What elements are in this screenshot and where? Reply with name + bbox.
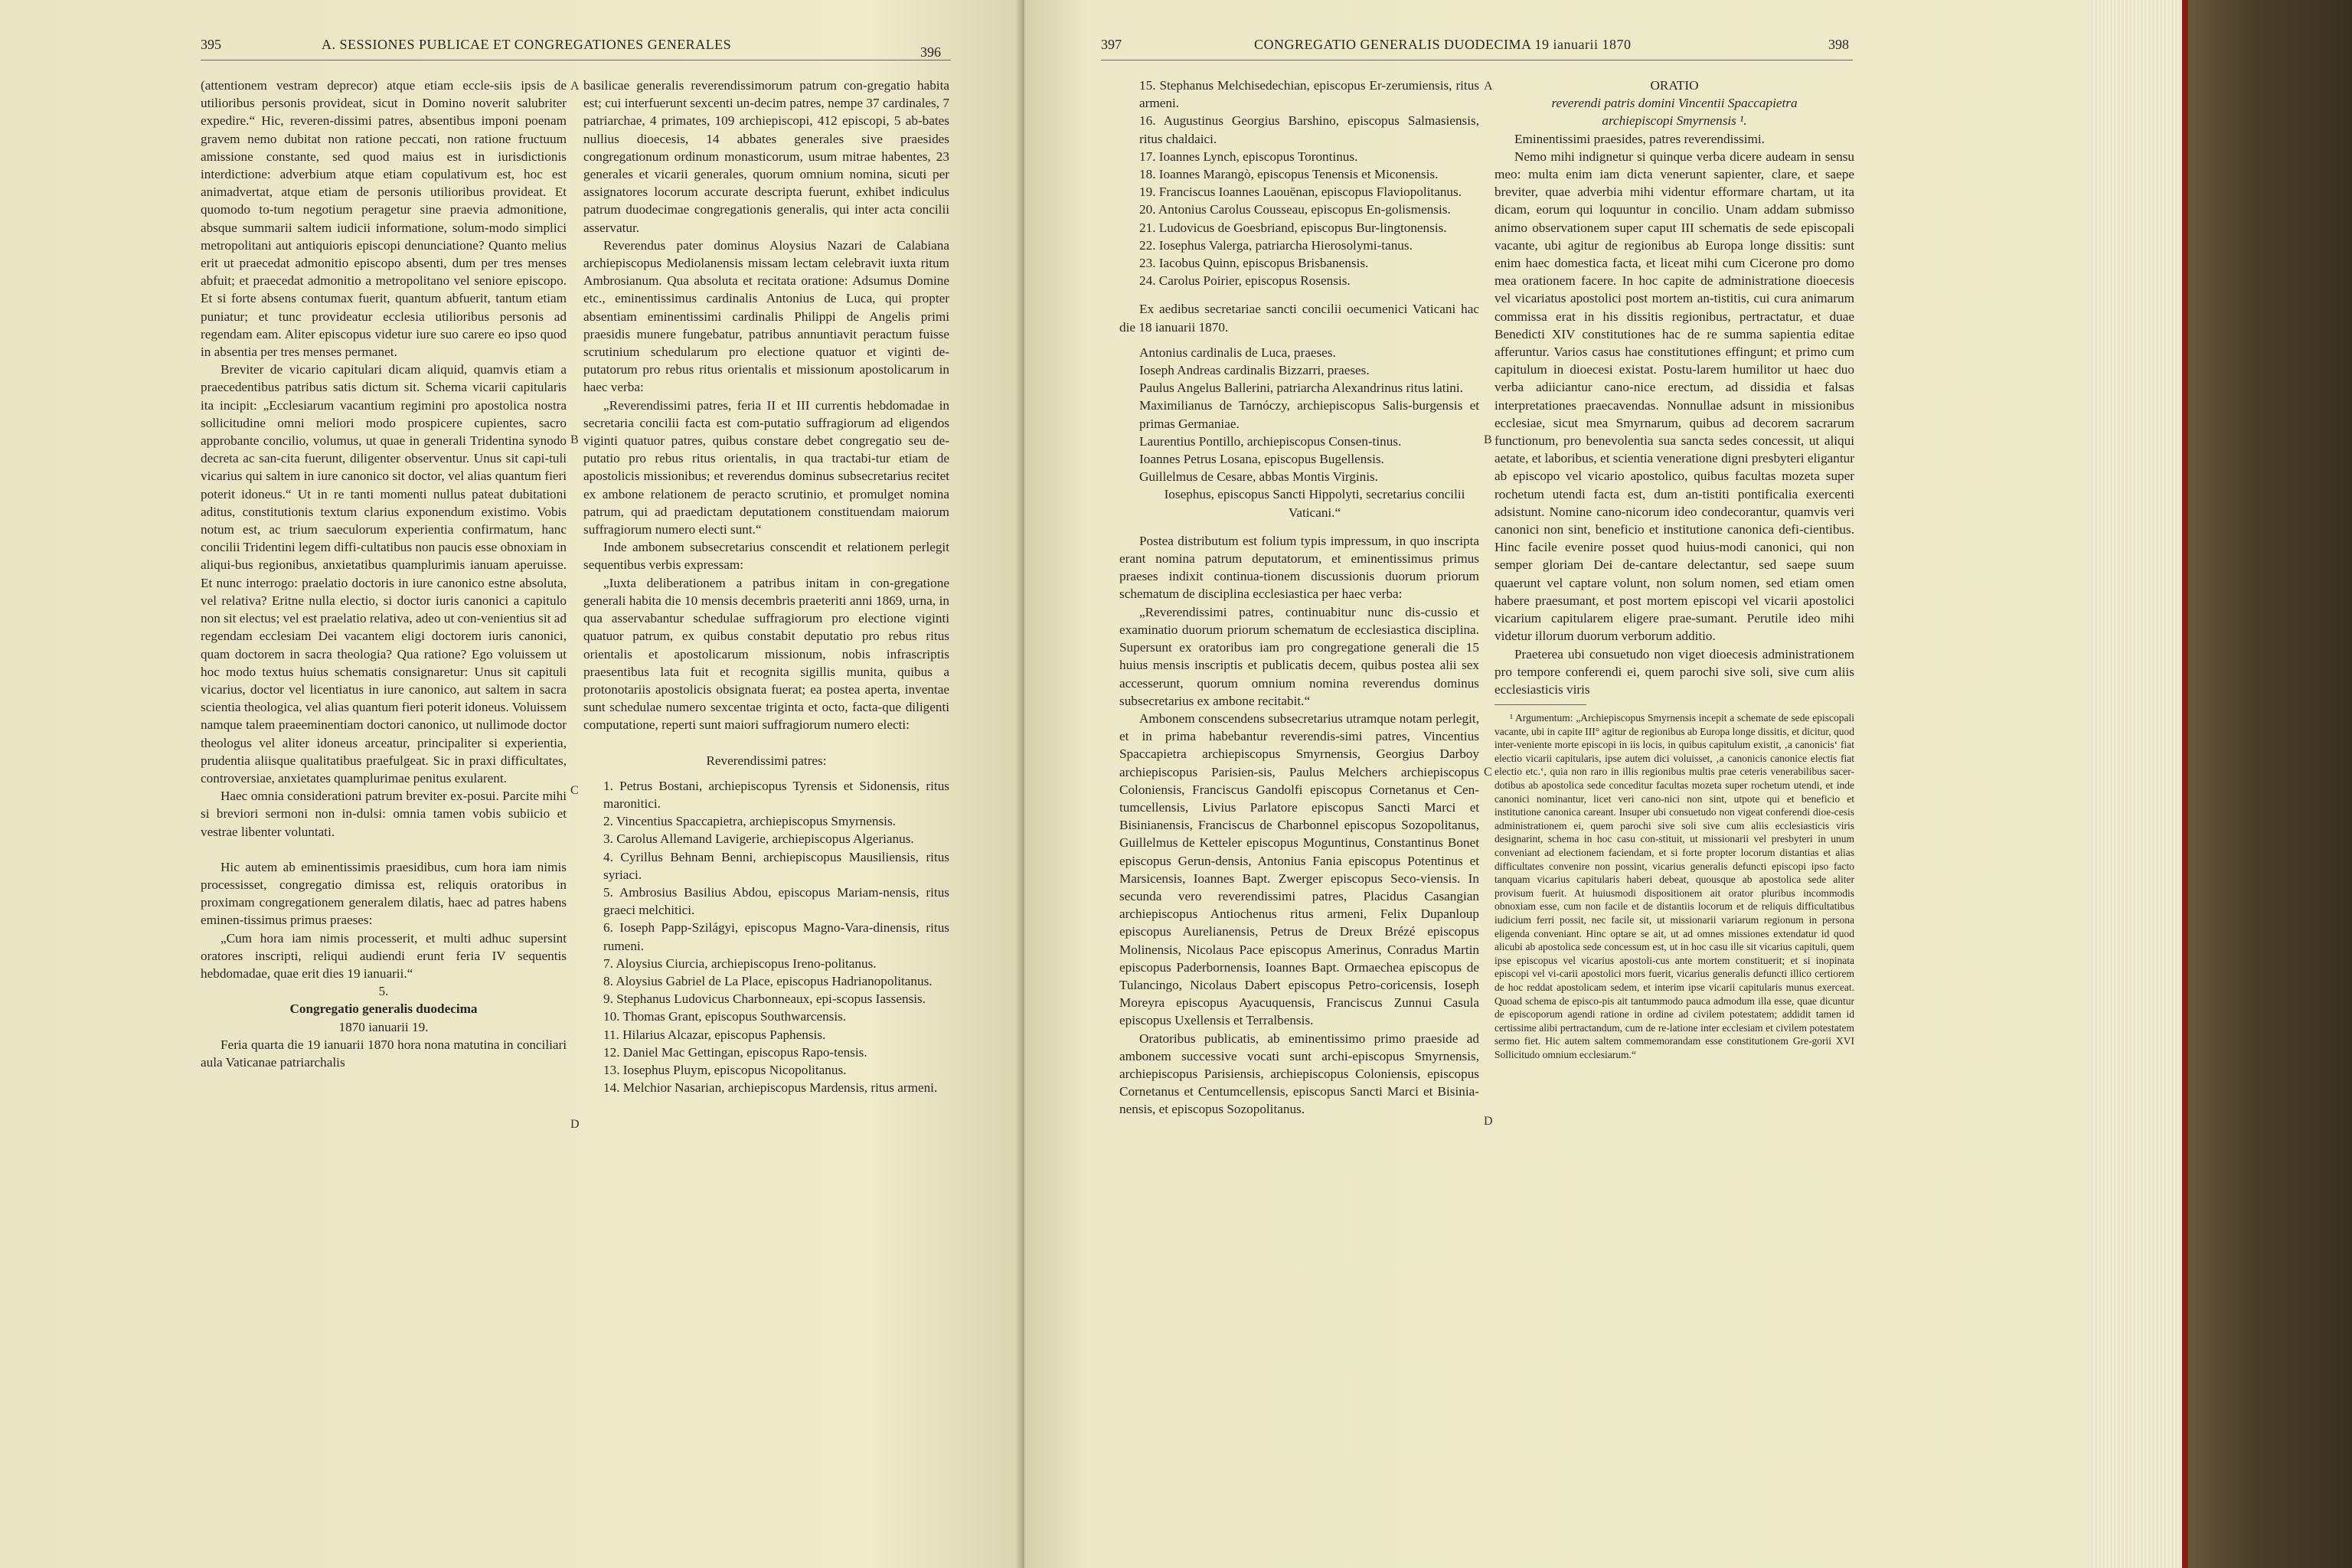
section-title: Congregatio generalis duodecima: [289, 1001, 478, 1017]
column-2: [583, 77, 949, 1096]
paragraph: Inde ambonem subsecretarius conscendit et relationem perlegit sequentibus verbis expressam:: [583, 540, 949, 573]
signer: Guillelmus de Cesare, abbas Montis Virginis.: [1139, 469, 1378, 485]
paragraph: basilicae generalis reverendissimorum patrum con-gregatio habita est; cui interfuerunt sexcenti un-decim patres, nempe 37 cardinales, 7 patriarchae, 4 primates, 109 archiepiscopi, 412 episcopi, 5 ab-bates nullius dioecesis, 14 abbates generales sive praesides congregationum ordinum monasticorum, usum mitrae habentes, 23 generales et vicarii generales, quorum omnium nomina, sicuti per assignatores locorum accurate descripta fuerunt, exhibet indiculus patrum duodecimae congregationis generalis, qui inter acta concilii asservatur.: [583, 78, 949, 235]
list-item: 21. Ludovicus de Goesbriand, episcopus Bur-lingtonensis.: [1139, 220, 1447, 235]
paragraph: Hic autem ab eminentissimis praesidibus, cum hora iam nimis processisset, congregatio dimissa est, reliquis oratoribus in proximam congregationem generalem dilatis, haec ad patres habens eminen-tissimus primus praeses:: [201, 859, 567, 928]
margin-mark: D: [570, 1118, 580, 1131]
paragraph: Breviter de vicario capitulari dicam aliquid, quamvis etiam a praecedentibus patribus satis dictum sit. Schema vicarii capitularis ita incipit: „Ecclesiarum vacantium regimini pro apostolica nostra sollicitudine omni meliori modo prospicere cupientes, sacro approbante concilio, volumus, ut quae in generali Tridentina synodo decreta ac san-cita fuerunt, diligenter observentur. Unus sit capi-tuli vicarius qui saltem in iure canonico sit doctor, vel alias quantum fieri poterit idoneus.“ Ut in re tanti momenti nullus pateat dubitationi aditus, constitutionis textum clarius exponendum existimo. Vobis notum est, ac trium saeculorum experientia confirmatum, hanc concilii Tridentini legem diffi-cultatibus non paucis esse obnoxiam in aliqui-bus regionibus, anxietatibus quamplurimis ianuam aperuisse. Et nunc interrogo: praelatio doctoris in iure canonico estne absoluta, vel relativa? Eritne nulla electio, si doctor iuris canonici a capitulo non sit electus; vel est praelatio relativa, adeo ut con-venientius sit ad regendam ecclesiam Dei vacantem eligi doctorem iuris canonici, quam doctorem in sacra theologia? Qua ratione? Ego voluissem ut hoc modo textus huius schematis consignaretur: Unus sit capituli vicarius, doctor vel licentiatus in iure canonico, aut saltem in sacra scientia theologica, vel alias quantum fieri poterit idoneus. Voluissem namque talem praeeminentiam doctori canonico, ut nullimode doctor theologus vel aliter idoneus arceatur, principaliter si experientia, prudentia aliisque qualitatibus praefulgeat. Sic in praxi difficultates, controversiae, anxietates quamplurimae penitus exularent.: [201, 362, 567, 786]
list-item: 3. Carolus Allemand Lavigerie, archiepiscopus Algerianus.: [603, 831, 914, 847]
paragraph: (attentionem vestram deprecor) atque etiam eccle-siis ipsis de utilioribus personis provideat, sicut in Domino noverit salubriter expedire.“ Hic, reveren-dissimi patres, absentibus imponi poenam gravem nemo dubitat non ratione peccati, non ratione fructuum amissione constante, sed quod maius est in iurisdictionis interdictione: adverbium atque etiam copulativum est, hoc est animadvertat, atque etiam de personis utilioribus provideat. Et quomodo to-tum negotium peragetur sine praevia admonitione, absque summarii saltem iudicii informatione, solum-modo simplici metropolitani aut antiquioris episcopi denunciatione? Quanto melius erit ut praecedat admonitio episcopo absenti, dum per tres menses abfuit; et praecedat admonitio a metropolitano vel seniore episcopo. Et si forte absens contumax fuerit, quantum abfuerit, tantum etiam puniatur; et tunc provideatur ecclesia utilioribus personis ad regendam eam. Aliter episcopus videtur iure suo carere eo ipso quod in absentia per tres menses permanet.: [201, 78, 567, 360]
list-item: 10. Thomas Grant, episcopus Southwarcensis.: [603, 1009, 847, 1024]
paragraph: Haec omnia considerationi patrum breviter ex-posui. Parcite mihi si breviori sermoni non in-dulsi: omnia tamen vobis subiicio et vestrae libenter voluntati.: [201, 789, 567, 839]
page-edges: [2090, 0, 2182, 1568]
paragraph: Praeterea ubi consuetudo non viget dioecesis administrationem pro tempore conferendi ei, quem parochi sive soli, sive cum aliis ecclesiasticis viris: [1494, 646, 1854, 697]
list-item: 24. Carolus Poirier, episcopus Rosensis.: [1139, 273, 1351, 289]
signer: Ioseph Andreas cardinalis Bizzarri, praeses.: [1139, 363, 1370, 378]
column-1: [1119, 77, 1479, 1119]
list-item: 6. Ioseph Papp-Szilágyi, episcopus Magno-Vara-dinensis, ritus rumeni.: [603, 920, 949, 953]
list-heading: Reverendissimi patres:: [706, 753, 827, 768]
folio-number: 395: [201, 37, 221, 52]
signer: Maximilianus de Tarnóczy, archiepiscopus Salis-burgensis et primas Germaniae.: [1139, 398, 1479, 431]
signer: Paulus Angelus Ballerini, patriarcha Alexandrinus ritus latini.: [1139, 381, 1463, 396]
paragraph: „Reverendissimi patres, continuabitur nunc dis-cussio et examinatio duorum priorum schematum de ecclesiastica disciplina. Supersunt ex oratoribus iam pro congregatione generali die 15 huius mensis inscriptis et publicatis decem, quibus postea alii sex accesserunt, quorum omnium nomina reverendus dominus subsecretarius ex ambone recitabit.“: [1119, 604, 1479, 708]
running-head: A. SESSIONES PUBLICAE ET CONGREGATIONES GENERALES: [322, 37, 732, 52]
list-item: 1. Petrus Bostani, archiepiscopus Tyrensis et Sidonensis, ritus maronitici.: [603, 778, 949, 811]
list-item: 22. Iosephus Valerga, patriarcha Hierosolymi-tanus.: [1139, 237, 1413, 253]
paragraph: „Iuxta deliberationem a patribus initam in con-gregatione generali habita die 10 mensis decembris praeteriti anni 1869, urna, in qua asservabantur schedulae suffragiorum pro electione viginti quatuor patrum, ex quibus constabit deputatio pro rebus ritus orientalis et apostolicarum missionum, nobis infrascriptis praesentibus lata fuit et recognita sigillis munita, quibus a protonotariis apostolicis obsignata fuerat; ea postea aperta, inventae sunt schedulae numero sexcentae triginta et octo, facta-que diligenti computatione, reperti sunt maiori suffragiorum numero electi:: [583, 575, 949, 733]
list-item: 13. Iosephus Pluym, episcopus Nicopolitanus.: [603, 1062, 847, 1077]
list-item: 19. Franciscus Ioannes Laouënan, episcopus Flaviopolitanus.: [1139, 185, 1462, 200]
section-date: 1870 ianuarii 19.: [338, 1019, 429, 1034]
paragraph: „Cum hora iam nimis processerit, et multi adhuc supersint oratores inscripti, reliqui audiendi erunt feria IV sequentis hebdomadae, quae erit dies 19 ianuarii.“: [201, 930, 567, 981]
margin-mark: D: [1484, 1115, 1493, 1128]
signer: Antonius cardinalis de Luca, praeses.: [1139, 345, 1336, 360]
paragraph: Feria quarta die 19 ianuarii 1870 hora nona matutina in conciliari aula Vaticanae patriarchalis: [201, 1037, 567, 1070]
section-number: 5.: [378, 984, 389, 999]
paragraph: Eminentissimi praesides, patres reverendissimi.: [1514, 131, 1765, 146]
list-item: 9. Stephanus Ludovicus Charbonneaux, epi-scopus Iassensis.: [603, 991, 926, 1007]
oration-heading: ORATIO: [1650, 78, 1699, 93]
list-item: 18. Ioannes Marangò, episcopus Tenensis et Miconensis.: [1139, 167, 1439, 182]
list-item: 20. Antonius Carolus Cousseau, episcopus En-golismensis.: [1139, 202, 1451, 217]
paragraph: Reverendus pater dominus Aloysius Nazari de Calabiana archiepiscopus Mediolanensis missam lectam celebravit iuxta ritum Ambrosianum. Qua absoluta et recitata oratione: Adsumus Domine etc., eminentissimus cardinalis Antonius de Luca, qui propter absentiam eminentissimi cardinalis Philippi de Angelis primi praesidis munere fungebatur, patribus annuntiavit peractum fuisse scrutinium schedularum pro electione quatuor et viginti de-putatorum pro rebus ritus orientalis et missionum apostolicarum in haec verba:: [583, 237, 949, 395]
paragraph: Nemo mihi indignetur si quinque verba dicere audeam in sensu meo: multa enim iam dicta venerunt sapienter, clare, et saepe breviter, quae adverbia mihi videntur efformare chartam, ut ita dicam, eorum qui loquuntur in concilio. Unam addam submisso animo observationem super caput III schematis de sede episcopali vacante, ubi agitur de regionibus ab Europa longe dissitis: sunt enim haec domestica facta, et liceat mihi cum Cicerone pro domo mea orationem facere. In hoc capite de administratione dioecesis vel vicariatus apostolici post mortem an-tistitis, cui cura animarum commissa erat in his dissitis regionibus, pertractatur, et duae Benedicti XIV constitutiones hac de re summa sapientia editae afferuntur. Varios casus hae constitutiones effingunt; et primo cum capitulum in dioecesi existat. Postu-larem humilitor ut haec duo verba adiiciantur cano-nice erectum, ad dissidia et falsas interpretationes praecavendas. Nonnullae adsunt in missionibus ecclesiae, sicut mea Smyrnarum, quibus ad decorem sacrarum functionum, pro benevolentia sua sancta sedes concessit, ut aliqui aetate, et laboribus, et scientia veneratione digni presbyteri eligantur ab episcopo vel vicario apostolico, quibus facultas mozeta super rochetum utendi facta est, dum an-tistiti pontificalia exercenti adsistunt. Nomine cano-nicorum ideo condecorantur, quamvis veri canonici non sint, beneficio et institutione canonica defi-cientibus. Hinc facile evenire posset quod huius-modi canonici, qui non semper gloriam Dei de-cantare delectantur, sed saepe suum quaerunt vel captare volunt, non solum nomen, sed etiam omen habere praesumant, et post mortem episcopi vel vicarii apostolici vicarium capitularem eligere prae-sumant. Perutile ideo mihi videtur illorum duorum verborum additio.: [1494, 149, 1854, 644]
right-page: [1024, 0, 2090, 1568]
list-item: 14. Melchior Nasarian, archiepiscopus Mardensis, ritus armeni.: [603, 1080, 938, 1096]
list-item: 17. Ioannes Lynch, episcopus Torontinus.: [1139, 149, 1358, 164]
left-page: [0, 0, 1024, 1568]
list-item: 11. Hilarius Alcazar, episcopus Paphensis.: [603, 1027, 826, 1042]
signer: Laurentius Pontillo, archiepiscopus Consen-tinus.: [1139, 433, 1402, 449]
margin-mark: A: [1484, 80, 1493, 93]
signer: Ioannes Petrus Losana, episcopus Bugellensis.: [1139, 452, 1384, 467]
list-item: 16. Augustinus Georgius Barshino, episcopus Salmasiensis, ritus chaldaici.: [1139, 113, 1479, 146]
list-item: 5. Ambrosius Basilius Abdou, episcopus Mariam-nensis, ritus graeci melchitici.: [603, 884, 949, 918]
list-item: 2. Vincentius Spaccapietra, archiepiscopus Smyrnensis.: [603, 814, 896, 829]
list-item: 8. Aloysius Gabriel de La Place, episcopus Hadrianopolitanus.: [603, 973, 933, 988]
footnote: [1494, 711, 1854, 1061]
signer: Iosephus, episcopus Sancti Hippolyti, secretarius concilii Vaticani.“: [1164, 487, 1465, 520]
margin-mark: C: [1484, 766, 1492, 779]
margin-mark: B: [1484, 433, 1492, 446]
margin-mark: C: [570, 784, 579, 797]
book-cover: [2182, 0, 2352, 1568]
paragraph: Ex aedibus secretariae sancti concilii oecumenici Vaticani hac die 18 ianuarii 1870.: [1119, 302, 1479, 335]
paragraph: „Reverendissimi patres, feria II et III currentis hebdomadae in secretaria concilii facta est com-putatio suffragiorum ad eligendos viginti quatuor patres, quibus constare debet congregatio seu de-putatio pro rebus ritus orientalis, in qua tractabi-tur etiam de apostolicis missionibus; et reverendus dominus subsecretarius recitet ex ambone relationem de peracto scrutinio, et promulget nomina patrum, qui ad praedictam deputationem constituendam maiorum suffragiorum numero electi sunt.“: [583, 397, 949, 537]
column-2: [1494, 77, 1854, 1062]
margin-mark: B: [570, 433, 579, 446]
footnote-rule: [1494, 704, 1586, 705]
list-item: 7. Aloysius Ciurcia, archiepiscopus Ireno-politanus.: [603, 956, 877, 971]
list-item: 23. Iacobus Quinn, episcopus Brisbanensis.: [1139, 256, 1369, 271]
folio-number: 398: [1828, 37, 1849, 52]
list-item: 4. Cyrillus Behnam Benni, archiepiscopus Mausiliensis, ritus syriaci.: [603, 849, 949, 882]
paragraph: Ambonem conscendens subsecretarius utramque notam perlegit, et in prima habebantur reverendis-simi patres, Vincentius Spaccapietra archiepiscopus Smyrnensis, Georgius Darboy archiepiscopus Parisien-sis, Paulus Melchers archiepiscopus Coloniensis, Franciscus Gandolfi episcopus Cornetanus et Cen-tumcellensis, Livius Parlatore episcopus Sancti Marci et Bisinianensis, Franciscus de Charbonnel episcopus Sozopolitanus, Guillelmus de Ketteler episcopus Moguntinus, Constantinus Bonet episcopus Gerun-densis, Antonius Fania episcopus Potentinus et Marsicensis, Ioannes Bapt. Zwerger episcopus Seco-viensis. In secunda vero reverendissimi patres, Placidus Casangian archiepiscopus Antiochenus ritus armeni, Felix Dupanloup episcopus Aurelianensis, Petrus de Dreux Brézé episcopus Molinensis, Nicolaus Pace episcopus Amerinus, Conradus Martin episcopus Paderbornensis, Ioannes Bapt. Ormaechea episcopus de Tulancingo, Nicolaus Dabert episcopus Petro-coricensis, Ioseph Moreyra episcopus Ayacuquensis, Franciscus Zunnui Casula episcopus Uxellensis et Terralbensis.: [1119, 710, 1479, 1028]
margin-mark: A: [570, 80, 580, 93]
list-item: 15. Stephanus Melchisedechian, episcopus Er-zerumiensis, ritus armeni.: [1139, 78, 1479, 111]
paragraph: Postea distributum est folium typis impressum, in quo inscripta erant nomina patrum deputatorum, et eminentissimus primus praeses indixit continua-tionem discussionis duorum priorum schematum de disciplina ecclesiastica per haec verba:: [1119, 533, 1479, 602]
paragraph: Oratoribus publicatis, ab eminentissimo primo praeside ad ambonem successive vocati sunt archi-episcopus Smyrnensis, archiepiscopus Parisiensis, archiepiscopus Coloniensis, episcopus Cornetanus et Centumcellensis, episcopus Sancti Marci et Bisinia-nensis, et episcopus Sozopolitanus.: [1119, 1031, 1479, 1117]
oration-title: reverendi patris domini Vincentii Spaccapietra archiepiscopi Smyrnensis ¹.: [1551, 96, 1798, 129]
footnote-text: ¹ Argumentum: „Archiepiscopus Smyrnensis incepit a schemate de sede episcopali vacante, ubi in capite III° agitur de regionibus ab Europa longe dissitis, et dicitur, quod inter-veniente morte episcopi in iis locis, in quibus capitulum existit, ‚a canonicis‘ fiat electio vicarii capitularis, ipse autem dici voluisset, ‚a canonicis canonice electis fiat electio etc.‘, quia non raro in illis regionibus multis prae ceteris venerabilibus sacer-dotibus ab apostolica sede conceditur facultas mozeta super rochetum utendi, et inde canonici nominantur, licet veri cano-nici non sint, utpote qui et beneficio et institutione canonica careant. Insuper ubi consuetudo non vigeat conferendi dioe-cesis administrationem ei, quem parochi sive soli sive cum aliis ecclesiasticis viris designarint, schema in hoc casu con-stituit, ut missionarii vel presbyteri in unum conveniant ad electionem faciendam, et si forte propter locorum distantias et alias difficultates convenire non possint, vicarius generalis defuncti episcopi ipso facto tanquam vicarius capitularis haberi debeat, quousque ab apostolica sede aliter provisum fuerit. At huiusmodi dispositionem ait orator pluribus incommodis obnoxiam esse, cum non facile et de distantiis locorum et de reliquis difficultatibus iudicium ferri possit, nec facile sit, ut missionarii variarum regionum in persona eligenda conveniant. Hinc optare se ait, ut ad omnes missiones extendatur id quod alicubi ab apostolica sede concessum est, ut in hoc casu ille sit vicarius capituli, quem ipse episcopus vel vicarius apostoli-cus ante mortem constituerit; et si inopinata episcopi vel vi-carii apostolici mors fuerit, vicarius generalis defuncti illico certiorem de hoc reddat apostolicam sedem, et interim ipse vicarii capitularis munus exerceat. Quoad schema de episco-pis ait tantummodo pauca admodum illa esse, quae dicuntur de episcoporum agendi ratione in ordine ad civilem potestatem; addidit tamen id certissime alibi pertractandum, cum de re-latione inter ecclesiam et civilem potestatem sermo fiet. Hic autem saltem commemorandam esse constitutionem Gre-gorii XVI Sollicitudo omnium ecclesiarum.“: [1494, 712, 1854, 1060]
column-1: [201, 77, 567, 1071]
folio-number: 397: [1101, 37, 1122, 52]
folio-number: 396: [920, 44, 941, 60]
list-item: 12. Daniel Mac Gettingan, episcopus Rapo-tensis.: [603, 1044, 867, 1060]
running-head: CONGREGATIO GENERALIS DUODECIMA 19 ianuarii 1870: [1254, 37, 1632, 52]
